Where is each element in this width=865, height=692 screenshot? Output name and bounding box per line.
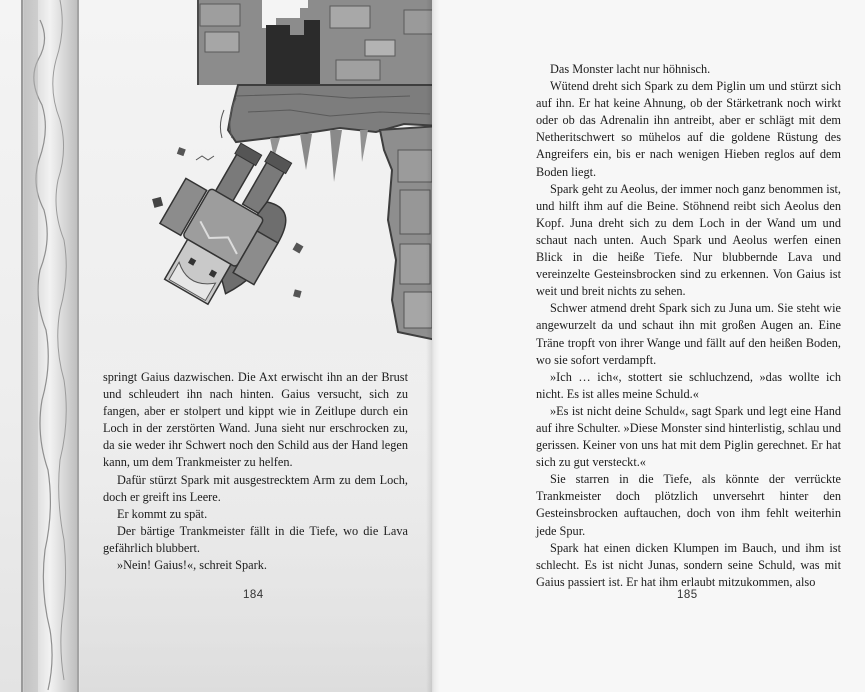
paragraph: springt Gaius dazwischen. Die Axt erwischt ihn an der Brust und schleudert ihn nach hinten. Gaius versucht, sich zu fangen, aber er stolpert und kippt wie in Zeitlupe durch ein Loch in der zerstörten Wand. Juna sieht nur erschrocken zu, da sie weder ihr Schwert noch den Schild aus der Hand legen kann, um dem Trankmeister zu helfen. (103, 370, 408, 470)
book-gutter (426, 0, 440, 692)
paragraph: Dafür stürzt Spark mit ausgestrecktem Arm zu dem Loch, doch er greift ins Leere. (103, 472, 408, 504)
paragraph: Sie starren in die Tiefe, als könnte der verrückte Trankmeister doch plötzlich unversehrt hinter den Gesteinsbrocken auftauchen, doch von ihm fehlt weiterhin jede Spur. (536, 472, 841, 538)
right-page-text (536, 61, 841, 591)
paragraph: Das Monster lacht nur höhnisch. (550, 62, 711, 76)
left-page (0, 0, 432, 692)
paragraph: Spark geht zu Aeolus, der immer noch ganz benommen ist, und hilft ihm auf die Beine. Stöhnend reibt sich Aeolus den Kopf. Juna dreht sich zu dem Loch in der Wand um und schaut nach unten. Auch Spark und Aeolus werfen einen Blick in die heiße Tiefe. Nur blubbernde Lava und vereinzelte Gesteinsbrocken sind zu erkennen. Von Gaius ist weit und breit nichts zu sehen. (536, 181, 841, 299)
falling-trankmeister (137, 121, 316, 319)
page-number-right: 185 (677, 589, 698, 601)
paragraph: Er kommt zu spät. (117, 506, 208, 521)
left-page-text (103, 369, 408, 574)
paragraph: Der bärtige Trankmeister fällt in die Tiefe, wo die Lava gefährlich blubbert. (103, 523, 408, 555)
paragraph: Schwer atmend dreht Spark sich zu Juna um. Sie steht wie angewurzelt da und schaut ihn mit großen Augen an. Eine Träne tropft von ihrer Wange und fällt auf den heißen Boden, wo sie sofort verdampft. (536, 301, 841, 367)
falling-figure-illustration (0, 0, 432, 692)
paragraph: »Nein! Gaius!«, schreit Spark. (117, 558, 267, 573)
paragraph: »Ich … ich«, stottert sie schluchzend, »das wollte ich nicht. Es ist alles meine Schuld.« (536, 369, 841, 401)
paragraph: Wütend dreht sich Spark zu dem Piglin um und stürzt sich auf ihn. Er hat keine Ahnung, ob der Stärketrank noch wirkt oder ob das Adrenalin ihn antreibt, aber er schlägt mit dem Netheritschwert so mühelos auf die goldene Rüstung des Angreifers ein, bis er nach wenigen Hieben reglos auf dem Boden liegt. (536, 79, 841, 179)
paragraph: Spark hat einen dicken Klumpen im Bauch, und ihm ist schlecht. Es ist nicht Junas, sondern seine Schuld, was mit Gaius passiert ist. Er hat ihm erlaubt mitzukommen, also (536, 540, 841, 589)
paragraph: »Es ist nicht deine Schuld«, sagt Spark und legt eine Hand auf ihre Schulter. »Diese Monster sind hinterlistig, schlau und gerissen. Keiner von uns hat mit dem Piglin gerechnet. Er hat sich zu gut versteckt.« (536, 403, 841, 470)
page-number-left: 184 (243, 589, 264, 601)
